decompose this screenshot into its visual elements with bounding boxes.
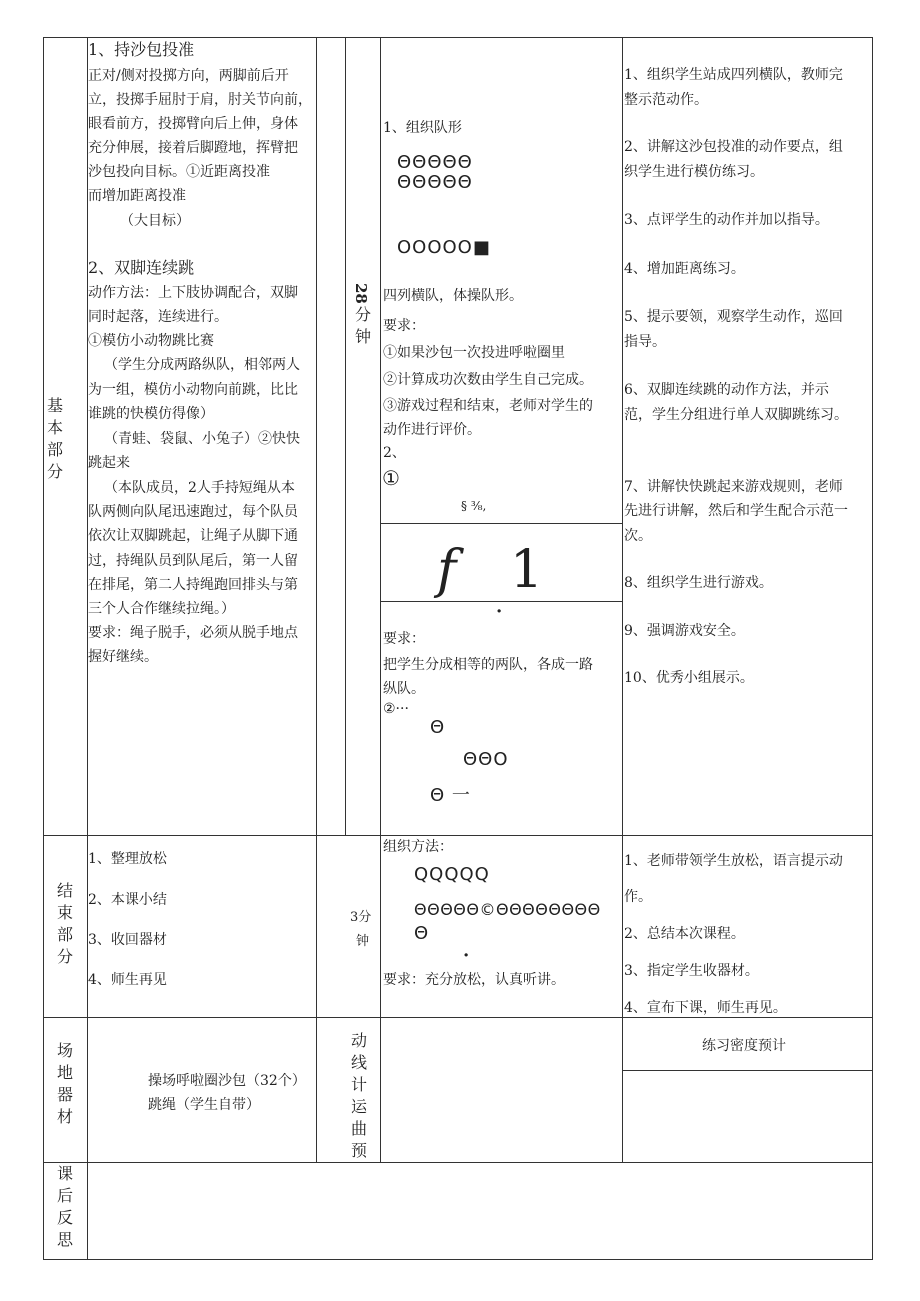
- equipment-label: 场地器材: [56, 1041, 73, 1126]
- org-desc: 四列横队，体操队形。: [383, 288, 523, 304]
- content-heading-1: 1、持沙包投准: [88, 40, 195, 59]
- teacher-line: 作。: [624, 889, 652, 905]
- teacher-line: 1、老师带领学生放松，语言提示动: [624, 853, 843, 869]
- teacher-line: 2、总结本次课程。: [624, 926, 745, 942]
- formation-row-2: ΘΘΘΘΘ: [397, 172, 473, 193]
- basic-time-unit: 分钟: [354, 305, 371, 346]
- ending-formation-row-3: Θ: [414, 923, 430, 944]
- teacher-line: 6、双脚连续跳的动作方法，并示: [624, 382, 829, 398]
- teacher-line: 5、提示要领，观察学生动作，巡回: [624, 309, 843, 325]
- col-divider-spacer: [345, 37, 346, 835]
- teacher-line: 次。: [624, 528, 652, 544]
- content-line: 跳起来: [88, 455, 130, 471]
- teacher-line: 8、组织学生进行游戏。: [624, 575, 773, 591]
- org-item-2: ②···: [383, 701, 409, 717]
- org-req-2: ②计算成功次数由学生自己完成。: [383, 372, 593, 388]
- ending-item: 4、师生再见: [88, 972, 167, 988]
- teacher-line: 10、优秀小组展示。: [624, 670, 754, 686]
- content-line: 过，持绳队员到队尾后，第一人留: [88, 553, 298, 569]
- ending-time: 3分: [350, 910, 372, 925]
- teacher-line: 4、宣布下课，师生再见。: [624, 1000, 787, 1016]
- org-req-3b: 动作进行评价。: [383, 422, 481, 438]
- ending-dot: ·: [463, 945, 470, 966]
- content-line: 眼看前方，投掷臂向后上伸，身体: [88, 116, 298, 132]
- content-line: 队两侧向队尾迅速跑过，每个队员: [88, 504, 298, 520]
- formation-f2: ΘΘO: [463, 749, 509, 770]
- table-border-right: [872, 37, 873, 1259]
- org-req-label: 要求：: [383, 318, 425, 334]
- content-line: 为一组，模仿小动物向前跳，比比: [88, 382, 298, 398]
- ending-org-title: 组织方法：: [383, 839, 453, 855]
- org-req-4: 把学生分成相等的两队，各成一路: [383, 657, 593, 673]
- content-line: 依次让双脚跳起，让绳子从脚下通: [88, 528, 298, 544]
- teacher-line: 3、点评学生的动作并加以指导。: [624, 212, 829, 228]
- ending-time-unit: 钟: [356, 934, 370, 949]
- content-line: 在排尾，第二人持绳跑回排头与第: [88, 577, 298, 593]
- density-divider: [622, 1070, 873, 1071]
- formation-f3: Θ 一: [430, 785, 471, 806]
- diagram-line-top: [380, 523, 622, 524]
- table-border-bottom: [43, 1259, 873, 1260]
- content-line: 正对/侧对投掷方向，两脚前后开: [88, 68, 289, 84]
- content-line: （青蛙、袋鼠、小兔子）②快快: [104, 431, 300, 447]
- formation-row-1: ΘΘΘΘΘ: [397, 152, 473, 173]
- teacher-line: 指导。: [624, 334, 666, 350]
- equipment-line-1: 操场呼啦圈沙包（32个）: [148, 1073, 306, 1089]
- basic-section-label: 基本部分: [46, 396, 63, 481]
- equipment-line-2: 跳绳（学生自带）: [148, 1097, 260, 1113]
- teacher-line: 整示范动作。: [624, 92, 708, 108]
- org-mark: § ⅜,: [461, 499, 487, 513]
- content-line: 要求：绳子脱手，必须从脱手地点: [88, 625, 298, 641]
- col-divider-content: [316, 37, 317, 1162]
- diagram-glyph-1: 1: [510, 540, 544, 600]
- content-line: （本队成员，2人手持短绳从本: [104, 480, 295, 496]
- org-title: 1、组织队形: [383, 120, 462, 136]
- org-req-4b: 纵队。: [383, 681, 425, 697]
- content-line: 同时起落，连续进行。: [88, 309, 228, 325]
- teacher-line: 范，学生分组进行单人双脚跳练习。: [624, 407, 848, 423]
- reflection-label: 课后反思: [56, 1164, 73, 1249]
- teacher-line: 2、讲解这沙包投准的动作要点，组: [624, 139, 843, 155]
- ending-section-label: 结束部分: [56, 881, 73, 966]
- content-line: 握好继续。: [88, 649, 158, 665]
- org-num-2: 2、: [383, 445, 406, 461]
- content-line: 三个人合作继续拉绳。）: [88, 601, 235, 617]
- content-line: （学生分成两路纵队，相邻两人: [104, 357, 300, 373]
- motion-curve-label: 动线计运曲预: [350, 1031, 367, 1160]
- content-line: （大目标）: [120, 213, 190, 229]
- org-req-1: ①如果沙包一次投进呼啦圈里: [383, 345, 565, 361]
- table-border-left: [43, 37, 44, 1259]
- teacher-line: 1、组织学生站成四列横队，教师完: [624, 67, 843, 83]
- content-heading-2: 2、双脚连续跳: [88, 258, 195, 277]
- content-line: 沙包投向目标。①近距离投准: [88, 164, 270, 180]
- teacher-line: 织学生进行模仿练习。: [624, 164, 764, 180]
- content-line: 动作方法：上下肢协调配合，双脚: [88, 285, 298, 301]
- content-line: 谁跳的快模仿得像）: [88, 406, 214, 422]
- teacher-line: 7、讲解快快跳起来游戏规则，老师: [624, 479, 843, 495]
- org-req-label-2: 要求：: [383, 631, 425, 647]
- row-divider-basic-end: [43, 835, 873, 836]
- basic-time-number: 28: [352, 283, 370, 304]
- row-divider-equipment-end: [43, 1162, 873, 1163]
- diagram-glyph-f: f: [437, 540, 457, 600]
- ending-item: 1、整理放松: [88, 851, 167, 867]
- ending-item: 2、本课小结: [88, 892, 167, 908]
- ending-item: 3、收回器材: [88, 932, 167, 948]
- teacher-line: 先进行讲解，然后和学生配合示范一: [624, 503, 848, 519]
- diagram-dot: ·: [496, 601, 503, 622]
- formation-f1: Θ: [430, 717, 446, 738]
- teacher-line: 9、强调游戏安全。: [624, 623, 745, 639]
- col-divider-time: [380, 37, 381, 1162]
- content-line: 立，投掷手屈肘于肩，肘关节向前，: [88, 92, 312, 108]
- content-line: ①模仿小动物跳比赛: [88, 333, 214, 349]
- col-divider-org: [622, 37, 623, 1162]
- ending-req: 要求：充分放松，认真听讲。: [383, 972, 565, 988]
- content-line: 而增加距离投准: [88, 188, 186, 204]
- org-circle-1: ①: [382, 466, 400, 490]
- density-label: 练习密度预计: [702, 1038, 786, 1054]
- ending-formation-row-2: ΘΘΘΘΘ©ΘΘΘΘΘΘΘΘ: [414, 900, 601, 919]
- org-req-3: ③游戏过程和结束，老师对学生的: [383, 398, 593, 414]
- formation-row-3: OOOOO■: [397, 237, 491, 258]
- content-line: 充分伸展，接着后脚蹬地，挥臂把: [88, 140, 298, 156]
- ending-formation-row-1: QQQQQ: [414, 864, 490, 885]
- teacher-line: 4、增加距离练习。: [624, 261, 745, 277]
- teacher-line: 3、指定学生收器材。: [624, 963, 759, 979]
